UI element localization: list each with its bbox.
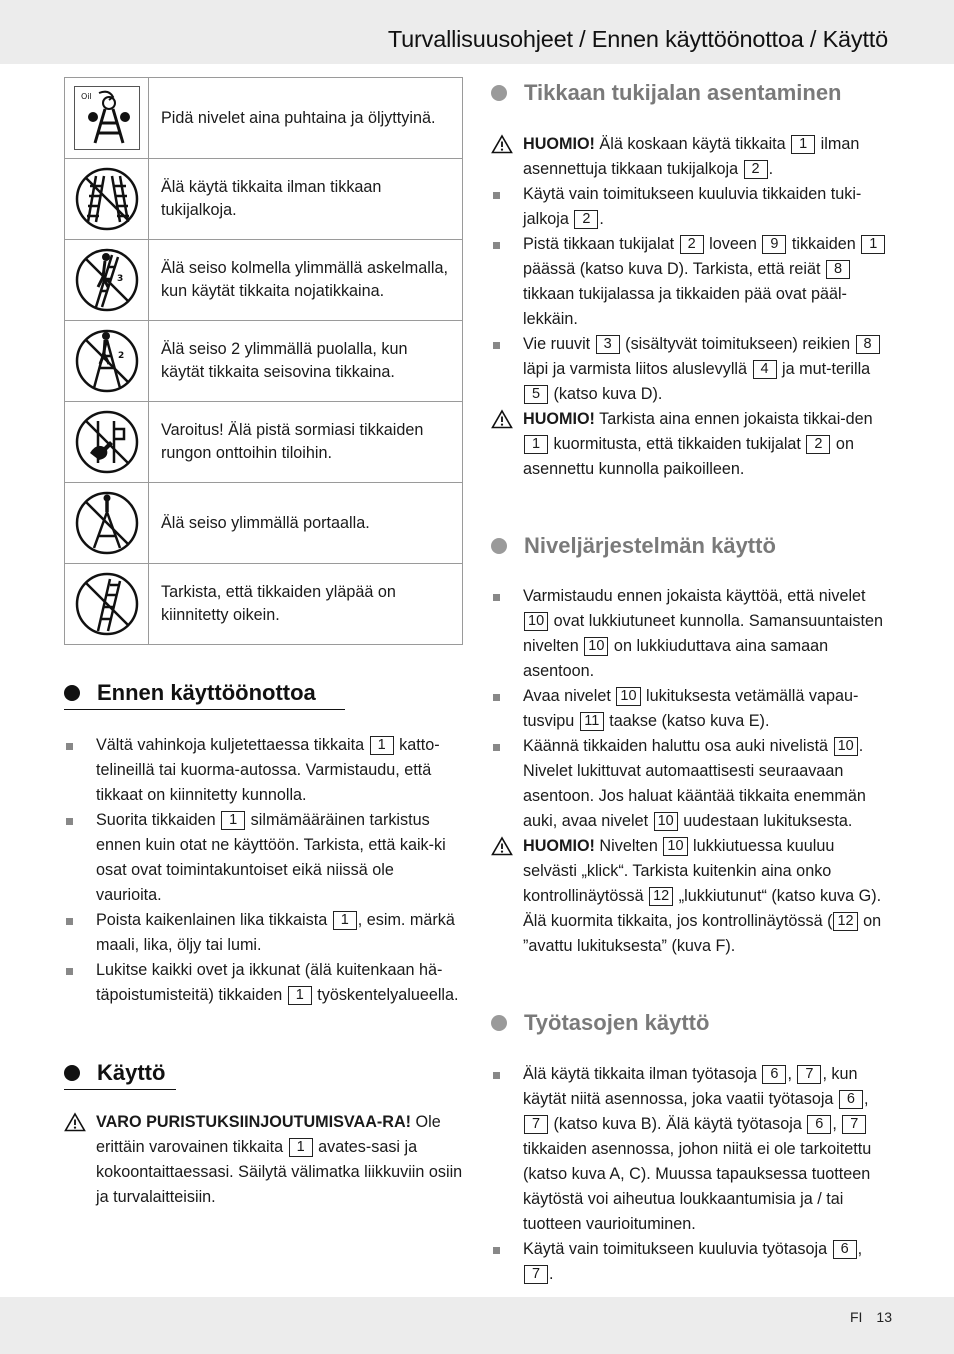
table-row [65,483,463,564]
heading-underline [64,709,345,710]
part-number: 1 [370,736,394,755]
part-number: 10 [654,812,678,831]
list-item: Käytä vain toimitukseen kuuluvia tikkaiden tuki-jalkoja 2 . [491,182,891,232]
list-item: Suorita tikkaiden 1 silmämääräinen tarkistus ennen kuin otat ne käyttöön. Tarkista, että kaik-ki osat ovat toimintakuntoiset eikä niissä ole vaurioita. [64,808,463,908]
table-row [65,321,463,402]
table-row [65,402,463,483]
table-cell-text: Älä seiso kolmella ylimmällä askelmalla, kun käytät tikkaita nojatikkaina. [149,240,463,321]
warning-triangle-icon [491,836,513,856]
heading-underline [64,1089,176,1090]
part-number: 9 [762,235,786,254]
warning-triangle-icon [491,409,513,429]
support-feet-list [491,132,891,482]
no-top-step-icon [74,490,140,556]
svg-text:Oil: Oil [80,92,92,101]
square-bullet-icon [66,968,73,975]
attention-label: HUOMIO! [523,837,595,855]
section-heading-text: Ennen käyttöönottoa [97,680,316,705]
hinge-oil-icon [74,86,140,150]
part-number: 2 [680,235,704,254]
part-number: 10 [616,687,640,706]
square-bullet-icon [493,192,500,199]
part-number: 4 [753,360,777,379]
part-number: 2 [806,435,830,454]
section-bullet-icon [491,538,507,554]
table-row [65,78,463,159]
section-heading [64,1060,463,1086]
part-number: 8 [826,260,850,279]
warning-item: HUOMIO! Nivelten 10 lukkiutuessa kuuluu selvästi „klick“. Tarkista kuitenkin aina onko kontrollinäytössä 12 „lukkiutunut“ (katso kuva G). Älä kuormita tikkaita, jos kontrollinäytössä ( 12 on ”avattu lukituksesta” (kuva F). [491,834,891,959]
no-ladder-without-feet-icon [74,166,140,232]
header-band [0,0,954,64]
warning-label: VARO PURISTUKSIINJOUTUMISVAA-RA! [96,1113,412,1131]
section-heading [491,1010,891,1036]
check-ladder-top-icon [74,571,140,637]
list-item: Poista kaikenlainen lika tikkaista 1 , esim. märkä maali, lika, öljy tai lumi. [64,908,463,958]
table-cell-text: Tarkista, että tikkaiden yläpää on kiinnitetty oikein. [149,564,463,645]
part-number: 1 [221,811,245,830]
page-footer [850,1309,892,1325]
part-number: 2 [574,210,598,229]
part-number: 10 [524,612,548,631]
warning-triangle-icon [64,1112,86,1132]
part-number: 6 [762,1065,786,1084]
page-title: Turvallisuusohjeet / Ennen käyttöönottoa / Käyttö [387,26,888,52]
section-heading [491,80,891,106]
part-number: 7 [842,1115,866,1134]
square-bullet-icon [493,694,500,701]
table-row [65,564,463,645]
part-number: 1 [791,135,815,154]
part-number: 1 [288,986,312,1005]
list-item: Avaa nivelet 10 lukituksesta vetämällä vapau-tusvipu 11 taakse (katso kuva E). [491,684,891,734]
part-number: 7 [524,1115,548,1134]
part-number: 1 [524,435,548,454]
part-number: 8 [856,335,880,354]
list-item: Lukitse kaikki ovet ja ikkunat (älä kuitenkaan hä-täpoistumisteitä) tikkaiden 1 työskentelyalueella. [64,958,463,1008]
section-bullet-icon [64,685,80,701]
list-item: Vältä vahinkoja kuljetettaessa tikkaita 1 katto-telineillä tai kuorma-autossa. Varmistaudu, että tikkaat on kiinnitetty kunnolla. [64,733,463,808]
table-cell-text: Älä seiso ylimmällä portaalla. [149,483,463,564]
table-cell-text: Varoitus! Älä pistä sormiasi tikkaiden rungon onttoihin tiloihin. [149,402,463,483]
section-heading-text: Tikkaan tukijalan asentaminen [524,80,842,105]
use-list [64,1110,463,1210]
warning-triangle-icon [491,134,513,154]
table-cell-text: Älä seiso 2 ylimmällä puolalla, kun käytät tikkaita seisovina tikkaina. [149,321,463,402]
section-heading-text: Työtasojen käyttö [524,1010,710,1035]
section-heading [491,533,891,559]
section-bullet-icon [491,1015,507,1031]
square-bullet-icon [493,1247,500,1254]
warning-item: VARO PURISTUKSIINJOUTUMISVAA-RA! Ole erittäin varovainen tikkaita 1 avates-sasi ja kokoontaittaessasi. Säilytä välimatka liikkuviin osiin ja turvalaitteisiin. [64,1110,463,1210]
table-cell-text: Pidä nivelet aina puhtaina ja öljyttyinä. [149,78,463,159]
list-item: Älä käytä tikkaita ilman työtasoja 6 , 7 , kun käytät niitä asennossa, joka vaatii työtasoja 6 , 7 (katso kuva B). Älä käytä työtasoja 6 , 7 tikkaiden asennossa, johon niitä ei ole tarkoitettu (katso kuva A, C). Muussa tapauksessa tuotteen käytöstä voi aiheutua loukkaantumisia ja / tai tuotteen vaurioituminen. [491,1062,891,1237]
use-heading-wrap [64,1060,463,1090]
attention-label: HUOMIO! [523,410,595,428]
table-cell-text: Älä käytä tikkaita ilman tikkaan tukijalkoja. [149,159,463,240]
square-bullet-icon [493,242,500,249]
left-column [64,77,463,1210]
part-number: 6 [839,1090,863,1109]
no-top-three-steps-icon [74,247,140,313]
footer-language: FI [849,1309,863,1325]
list-item: Käännä tikkaiden haluttu osa auki nivelistä 10 . Nivelet lukittuvat automaattisesti seuraavaan asentoon. Jos haluat kääntää tikkaita enemmän auki, avaa nivelet 10 uudestaan lukituksesta. [491,734,891,834]
list-item: Vie ruuvit 3 (sisältyvät toimitukseen) reikien 8 läpi ja varmista liitos aluslevyllä 4 ja mut-terilla 5 (katso kuva D). [491,332,891,407]
square-bullet-icon [493,1072,500,1079]
square-bullet-icon [66,743,73,750]
part-number: 7 [524,1265,548,1284]
hinge-system-list [491,584,891,959]
warning-table [64,77,463,645]
square-bullet-icon [66,918,73,925]
no-fingers-in-frame-icon [74,409,140,475]
step-count-label: 3 [116,274,123,284]
table-row [65,159,463,240]
attention-label: HUOMIO! [523,135,595,153]
before-use-list [64,733,463,1008]
part-number: 1 [333,911,357,930]
part-number: 1 [861,235,885,254]
section-bullet-icon [491,85,507,101]
warning-item: HUOMIO! Tarkista aina ennen jokaista tikkai-den 1 kuormitusta, että tikkaiden tukijalat 2 on asennettu kunnolla paikoilleen. [491,407,891,482]
part-number: 3 [596,335,620,354]
part-number: 12 [649,887,673,906]
footer-band [0,1297,954,1354]
part-number: 10 [663,837,687,856]
section-heading-text: Niveljärjestelmän käyttö [524,533,776,558]
section-bullet-icon [64,1065,80,1081]
square-bullet-icon [493,342,500,349]
no-top-two-steps-icon [74,328,140,394]
section-heading-text: Käyttö [97,1060,166,1085]
part-number: 1 [289,1138,313,1157]
part-number: 10 [584,637,608,656]
table-row [65,240,463,321]
list-item: Pistä tikkaan tukijalat 2 loveen 9 tikkaiden 1 päässä (katso kuva D). Tarkista, että reiät 8 tikkaan tukijalassa ja tikkaiden pää ovat pääl-lekkäin. [491,232,891,332]
section-heading [64,680,463,706]
before-use-heading-wrap [64,680,463,710]
square-bullet-icon [493,744,500,751]
list-item: Varmistaudu ennen jokaista käyttöä, että nivelet 10 ovat lukkiutuneet kunnolla. Samansuuntaisten nivelten 10 on lukkiuduttava aina samaan asentoon. [491,584,891,684]
square-bullet-icon [493,594,500,601]
square-bullet-icon [66,818,73,825]
part-number: 7 [797,1065,821,1084]
part-number: 5 [524,385,548,404]
step-count-label: 2 [117,351,124,361]
list-item: Käytä vain toimitukseen kuuluvia työtasoja 6 , 7 . [491,1237,891,1287]
part-number: 11 [580,712,604,731]
page-number: 13 [876,1309,892,1325]
platforms-list [491,1062,891,1287]
part-number: 6 [807,1115,831,1134]
part-number: 12 [833,912,857,931]
part-number: 6 [833,1240,857,1259]
right-column [491,80,891,1287]
part-number: 2 [744,160,768,179]
part-number: 10 [834,737,858,756]
warning-item: HUOMIO! Älä koskaan käytä tikkaita 1 ilman asennettuja tikkaan tukijalkoja 2 . [491,132,891,182]
